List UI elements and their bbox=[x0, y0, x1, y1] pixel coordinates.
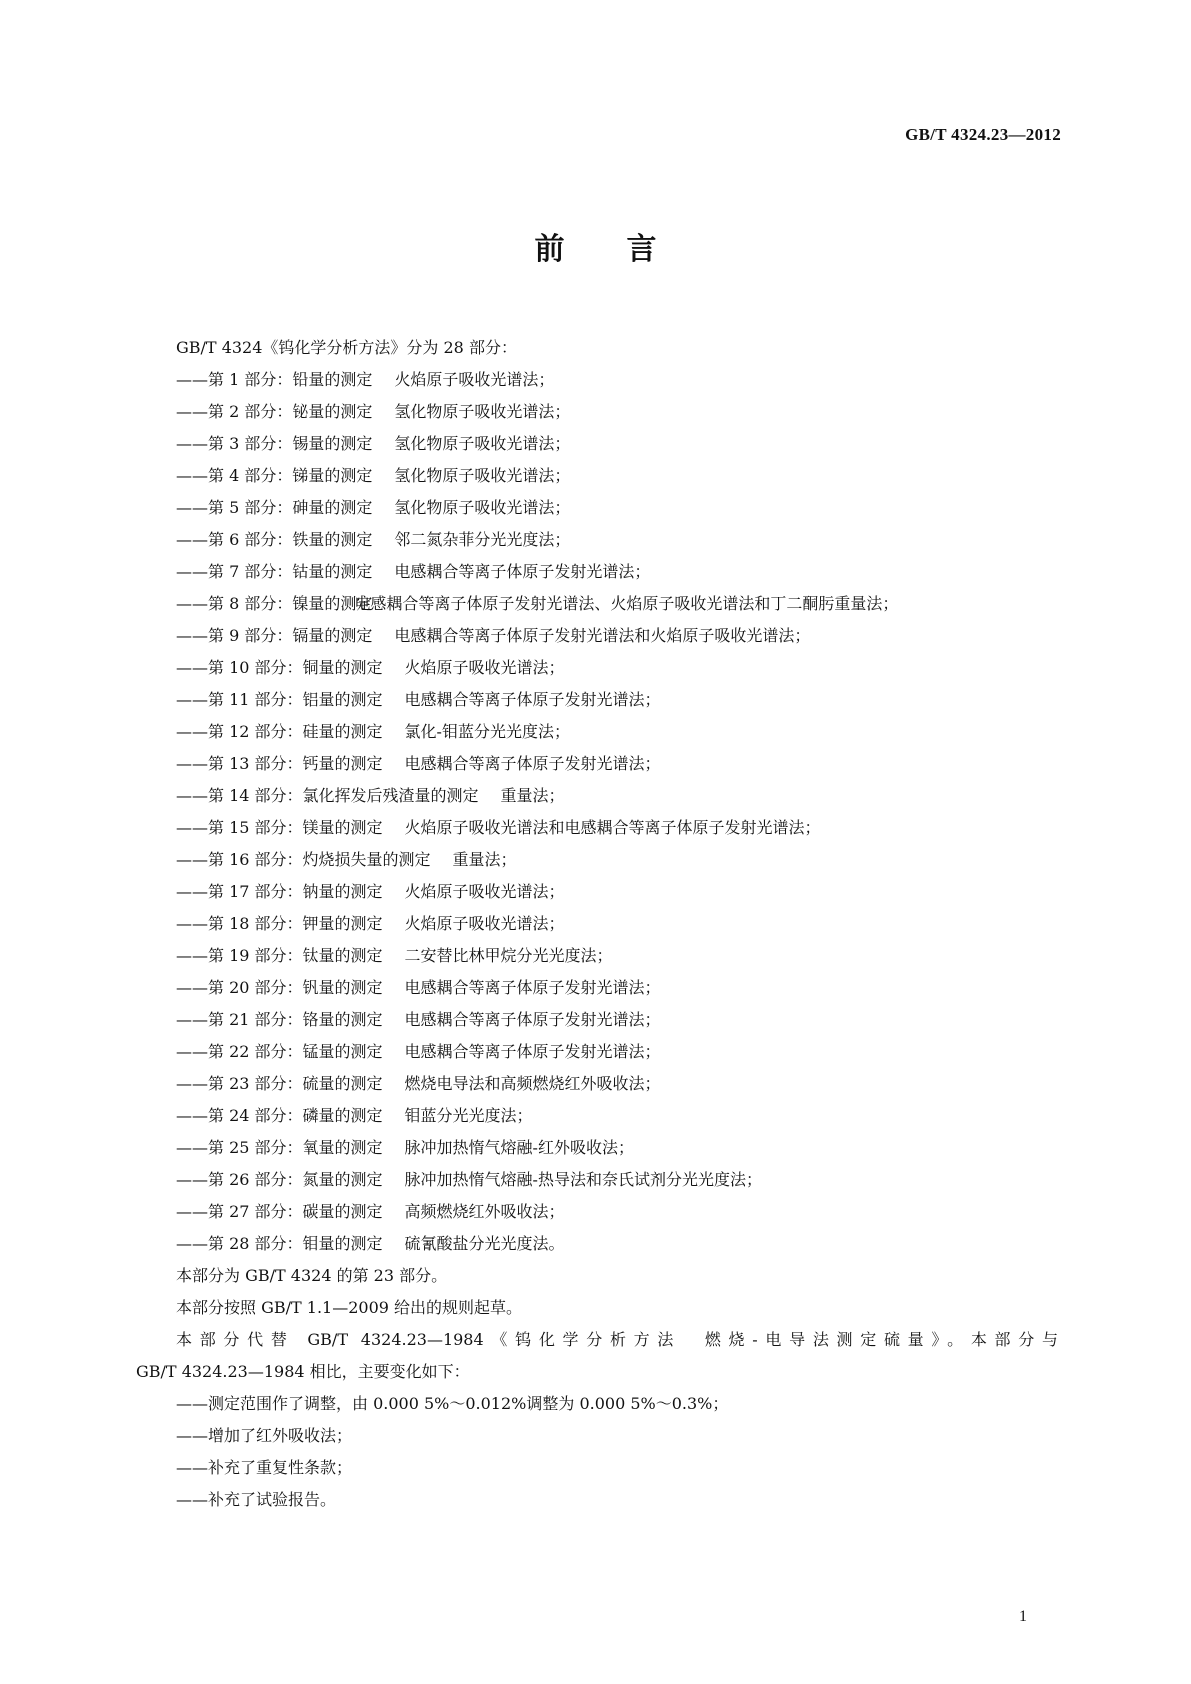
part-title: ——第 3 部分：锡量的测定 bbox=[176, 434, 373, 453]
change-item: ——测定范围作了调整，由 0.000 5%～0.012%调整为 0.000 5%～0.3%； bbox=[176, 1394, 729, 1413]
part-title: ——第 24 部分：磷量的测定 bbox=[176, 1106, 383, 1125]
change-item: ——补充了试验报告。 bbox=[176, 1490, 337, 1509]
part-title: ——第 19 部分：钛量的测定 bbox=[176, 946, 383, 965]
part-title: ——第 5 部分：砷量的测定 bbox=[176, 498, 373, 517]
list-item bbox=[136, 908, 1058, 940]
list-item bbox=[136, 556, 1058, 588]
part-method: 氯化-钼蓝分光光度法； bbox=[404, 722, 570, 741]
list-item bbox=[136, 492, 1058, 524]
part-title: ——第 14 部分：氯化挥发后残渣量的测定 bbox=[176, 786, 479, 805]
part-method: 硫氰酸盐分光光度法。 bbox=[404, 1234, 565, 1253]
part-method: 钼蓝分光光度法； bbox=[404, 1106, 533, 1125]
list-item bbox=[136, 364, 1058, 396]
part-method: 脉冲加热惰气熔融-红外吸收法； bbox=[404, 1138, 634, 1157]
list-item bbox=[136, 1132, 1058, 1164]
part-method: 氢化物原子吸收光谱法； bbox=[394, 466, 571, 485]
part-method: 脉冲加热惰气熔融-热导法和奈氏试剂分光光度法； bbox=[404, 1170, 762, 1189]
part-title: ——第 26 部分：氮量的测定 bbox=[176, 1170, 383, 1189]
part-title: ——第 20 部分：钒量的测定 bbox=[176, 978, 383, 997]
part-title: ——第 8 部分：镍量的测定 bbox=[176, 594, 373, 613]
part-title: ——第 15 部分：镁量的测定 bbox=[176, 818, 383, 837]
part-method: 电感耦合等离子体原子发射光谱法； bbox=[394, 562, 651, 581]
part-title: ——第 10 部分：铜量的测定 bbox=[176, 658, 383, 677]
list-item bbox=[136, 1196, 1058, 1228]
part-method: 火焰原子吸收光谱法； bbox=[404, 882, 565, 901]
part-method: 电感耦合等离子体原子发射光谱法； bbox=[404, 754, 661, 773]
changes-list bbox=[136, 1388, 1058, 1516]
part-method: 二安替比林甲烷分光光度法； bbox=[404, 946, 613, 965]
intro-paragraph: GB/T 4324《钨化学分析方法》分为 28 部分： bbox=[176, 338, 517, 357]
list-item bbox=[136, 428, 1058, 460]
list-item bbox=[136, 1036, 1058, 1068]
part-method: 电感耦合等离子体原子发射光谱法； bbox=[404, 690, 661, 709]
replace-line-2: GB/T 4324.23—1984 相比，主要变化如下： bbox=[136, 1362, 470, 1381]
parts-list bbox=[136, 364, 1058, 1260]
statement-rules: 本部分按照 GB/T 1.1—2009 给出的规则起草。 bbox=[176, 1298, 523, 1317]
part-title: ——第 6 部分：铁量的测定 bbox=[176, 530, 373, 549]
list-item bbox=[136, 716, 1058, 748]
list-item bbox=[136, 1228, 1058, 1260]
foreword-body bbox=[136, 332, 1058, 1516]
part-title: ——第 4 部分：锑量的测定 bbox=[176, 466, 373, 485]
list-item bbox=[136, 812, 1058, 844]
part-method: 电感耦合等离子体原子发射光谱法和火焰原子吸收光谱法； bbox=[394, 626, 811, 645]
standard-code: GB/T 4324.23—2012 bbox=[905, 125, 1061, 144]
part-title: ——第 23 部分：硫量的测定 bbox=[176, 1074, 383, 1093]
part-title: ——第 25 部分：氧量的测定 bbox=[176, 1138, 383, 1157]
list-item bbox=[136, 588, 1058, 620]
list-item bbox=[136, 780, 1058, 812]
statement-part: 本部分为 GB/T 4324 的第 23 部分。 bbox=[176, 1266, 448, 1285]
list-item bbox=[136, 1100, 1058, 1132]
list-item bbox=[136, 1164, 1058, 1196]
part-method: 电感耦合等离子体原子发射光谱法； bbox=[404, 1010, 661, 1029]
list-item bbox=[136, 748, 1058, 780]
part-method: 火焰原子吸收光谱法； bbox=[404, 658, 565, 677]
list-item bbox=[136, 844, 1058, 876]
list-item bbox=[136, 876, 1058, 908]
part-method: 燃烧电导法和高频燃烧红外吸收法； bbox=[404, 1074, 661, 1093]
list-item bbox=[136, 1068, 1058, 1100]
list-item bbox=[136, 620, 1058, 652]
list-item bbox=[136, 684, 1058, 716]
part-title: ——第 22 部分：锰量的测定 bbox=[176, 1042, 383, 1061]
part-title: ——第 18 部分：钾量的测定 bbox=[176, 914, 383, 933]
list-item bbox=[136, 652, 1058, 684]
list-item bbox=[136, 972, 1058, 1004]
part-method: 重量法； bbox=[500, 786, 565, 805]
part-title: ——第 11 部分：铝量的测定 bbox=[176, 690, 383, 709]
list-item bbox=[136, 460, 1058, 492]
part-title: ——第 28 部分：钼量的测定 bbox=[176, 1234, 383, 1253]
part-method: 邻二氮杂菲分光光度法； bbox=[394, 530, 571, 549]
part-method: 氢化物原子吸收光谱法； bbox=[394, 434, 571, 453]
part-method: 电感耦合等离子体原子发射光谱法； bbox=[404, 978, 661, 997]
part-title: ——第 17 部分：钠量的测定 bbox=[176, 882, 383, 901]
part-method: 重量法； bbox=[452, 850, 517, 869]
part-title: ——第 16 部分：灼烧损失量的测定 bbox=[176, 850, 431, 869]
page-title: 前言 bbox=[534, 232, 719, 267]
part-method: 氢化物原子吸收光谱法； bbox=[394, 402, 571, 421]
change-item: ——补充了重复性条款； bbox=[176, 1458, 353, 1477]
list-item bbox=[136, 396, 1058, 428]
part-title: ——第 12 部分：硅量的测定 bbox=[176, 722, 383, 741]
replace-line-1: 本部分代替 GB/T 4324.23—1984《钨化学分析方法 燃烧-电导法测定硫量》。本部分与 bbox=[176, 1330, 1058, 1349]
part-method: 火焰原子吸收光谱法； bbox=[394, 370, 555, 389]
page-number: 1 bbox=[1019, 1608, 1027, 1625]
part-title: ——第 1 部分：铅量的测定 bbox=[176, 370, 373, 389]
part-method: 电感耦合等离子体原子发射光谱法； bbox=[404, 1042, 661, 1061]
part-title: ——第 9 部分：镉量的测定 bbox=[176, 626, 373, 645]
part-method: 氢化物原子吸收光谱法； bbox=[394, 498, 571, 517]
list-item bbox=[136, 524, 1058, 556]
part-method: 火焰原子吸收光谱法和电感耦合等离子体原子发射光谱法； bbox=[404, 818, 821, 837]
part-title: ——第 2 部分：铋量的测定 bbox=[176, 402, 373, 421]
part-method: 电感耦合等离子体原子发射光谱法、火焰原子吸收光谱法和丁二酮肟重量法； bbox=[354, 594, 899, 613]
part-method: 火焰原子吸收光谱法； bbox=[404, 914, 565, 933]
list-item bbox=[136, 940, 1058, 972]
part-title: ——第 21 部分：铬量的测定 bbox=[176, 1010, 383, 1029]
list-item bbox=[136, 1004, 1058, 1036]
part-title: ——第 7 部分：钴量的测定 bbox=[176, 562, 373, 581]
change-item: ——增加了红外吸收法； bbox=[176, 1426, 353, 1445]
part-title: ——第 13 部分：钙量的测定 bbox=[176, 754, 383, 773]
part-title: ——第 27 部分：碳量的测定 bbox=[176, 1202, 383, 1221]
part-method: 高频燃烧红外吸收法； bbox=[404, 1202, 565, 1221]
